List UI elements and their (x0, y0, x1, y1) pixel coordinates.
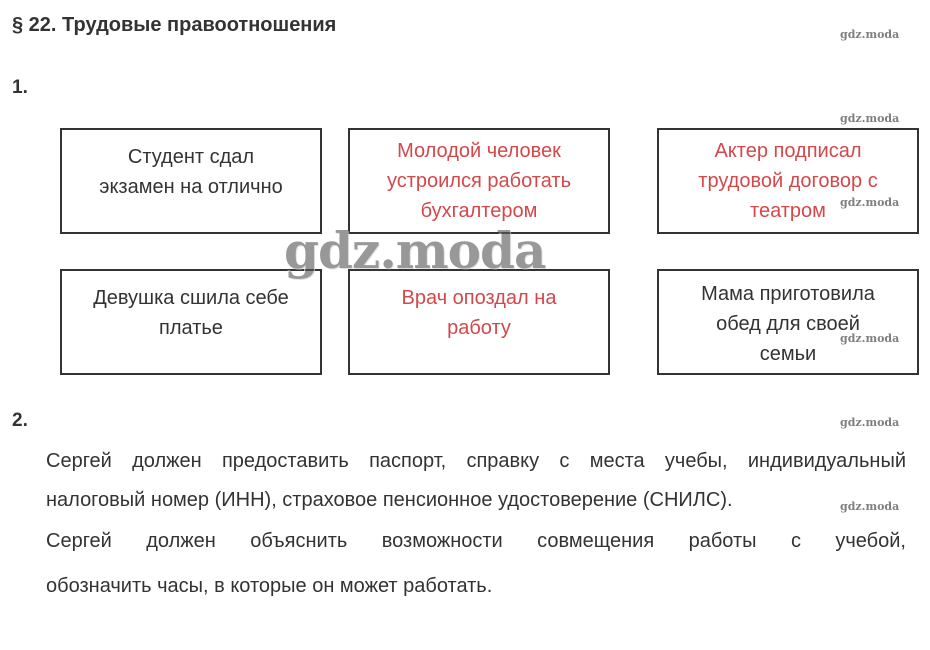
situation-box-5 (348, 269, 610, 375)
situation-box-6 (657, 269, 919, 375)
situation-box-4 (60, 269, 322, 375)
watermark: gdz.moda (840, 332, 900, 345)
task-number-2: 2. (12, 410, 28, 431)
situation-text: Молодой человек устроился работать бухгалтером (387, 140, 571, 222)
watermark: gdz.moda (840, 196, 900, 209)
situation-text: Мама приготовила обед для своей семьи (701, 283, 875, 365)
answer-line-1: Сергей должен предоставить паспорт, справку с места учебы, индивидуальный (46, 450, 906, 472)
answer-line-2: налоговый номер (ИНН), страховое пенсионное удостоверение (СНИЛС). (46, 489, 733, 511)
page-title: § 22. Трудовые правоотношения (12, 14, 337, 36)
situation-box-1 (60, 128, 322, 234)
answer-line-3: Сергей должен объяснить возможности совмещения работы с учебой, (46, 530, 906, 552)
watermark: gdz.moda (840, 416, 900, 429)
watermark: gdz.moda (840, 500, 900, 513)
situation-text: Врач опоздал на работу (401, 287, 557, 339)
situation-text: Актер подписал трудовой договор с театром (698, 140, 878, 222)
watermark: gdz.moda (840, 28, 900, 41)
situation-text: Девушка сшила себе платье (93, 287, 289, 339)
situation-text: Студент сдал экзамен на отлично (99, 146, 283, 198)
watermark: gdz.moda (840, 112, 900, 125)
situation-box-3 (657, 128, 919, 234)
situation-box-2 (348, 128, 610, 234)
task-number-1: 1. (12, 77, 28, 98)
watermark-large: gdz.moda (284, 221, 546, 280)
answer-line-4: обозначить часы, в которые он может работать. (46, 575, 493, 597)
